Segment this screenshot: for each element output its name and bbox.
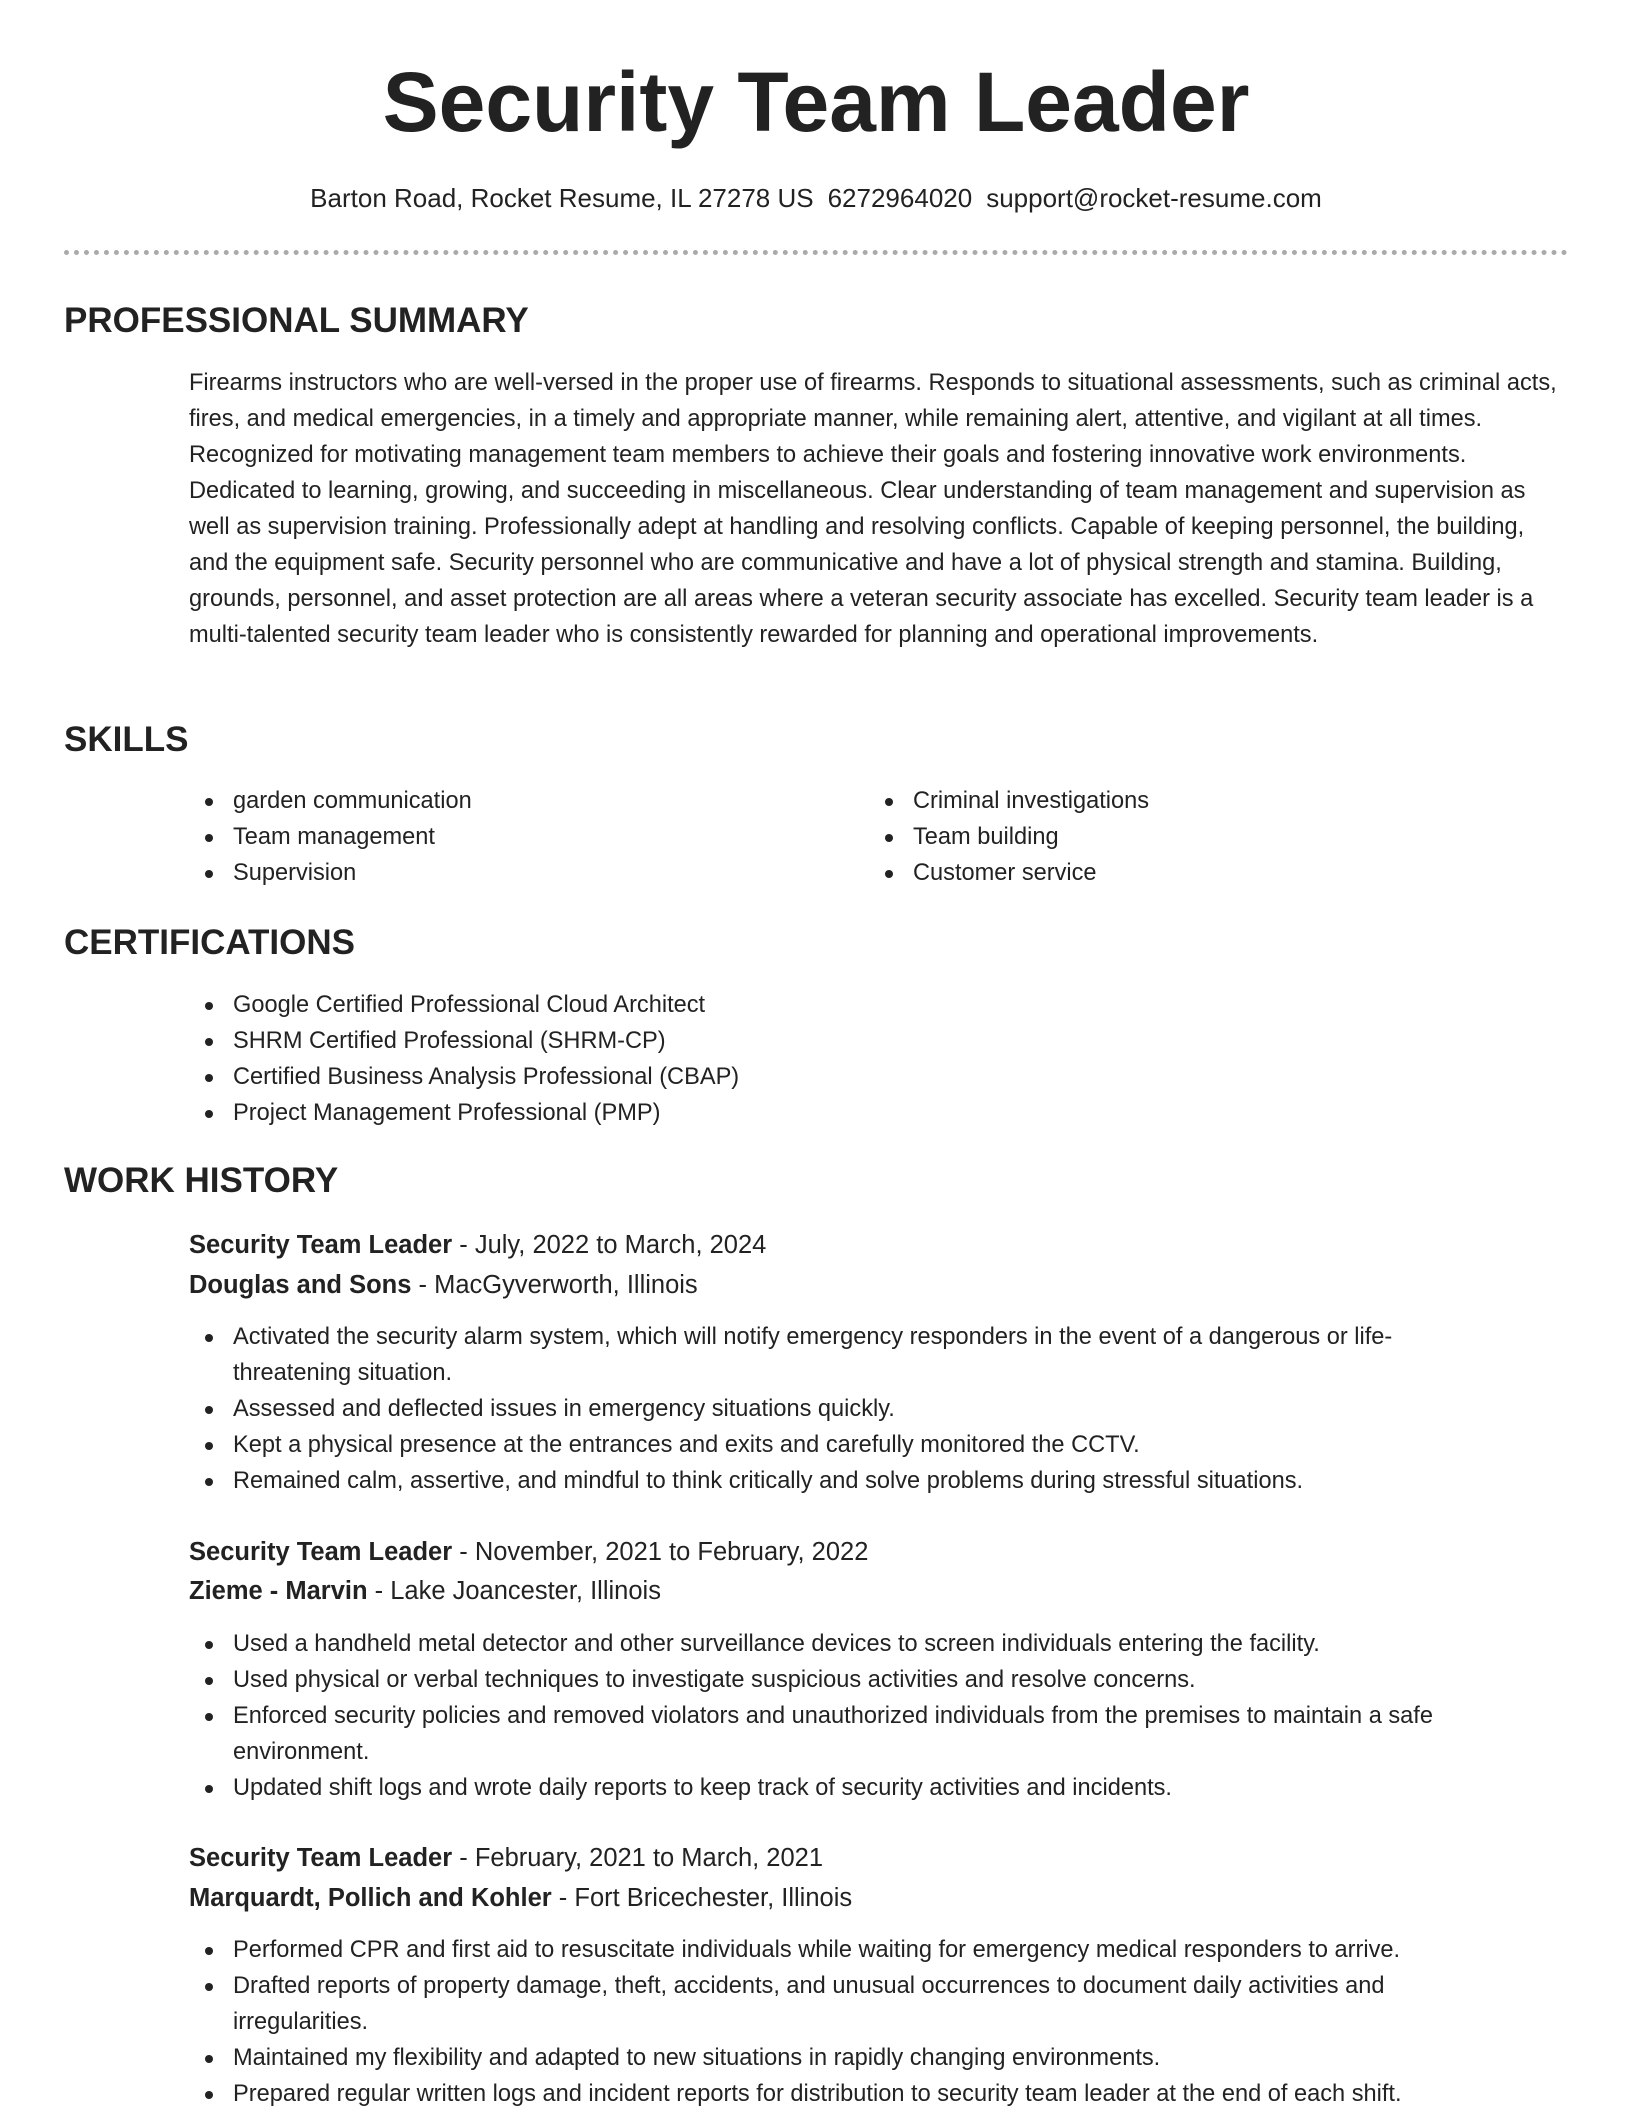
job-role: Security Team Leader (189, 1231, 453, 1259)
job-bullet: Prepared regular written logs and incident reports for distribution to security team leader at the end of each shift. (189, 2076, 1479, 2112)
skill-item: Team building (869, 819, 1549, 855)
page-title: Security Team Leader (382, 55, 1250, 149)
email: support@rocket-resume.com (986, 183, 1322, 213)
job-company: Zieme - Marvin (189, 1577, 368, 1605)
job-title-line (189, 1533, 868, 1571)
job-role: Security Team Leader (189, 1538, 453, 1566)
certification-item: SHRM Certified Professional (SHRM-CP) (189, 1023, 1549, 1059)
phone: 6272964020 (827, 183, 973, 213)
certification-item: Google Certified Professional Cloud Architect (189, 987, 1549, 1023)
job-bullet: Performed CPR and first aid to resuscitate individuals while waiting for emergency medical responders to arrive. (189, 1932, 1479, 1968)
skills-list-left (189, 783, 829, 891)
header-divider (64, 250, 1568, 255)
job-bullet: Used a handheld metal detector and other surveillance devices to screen individuals entering the facility. (189, 1626, 1559, 1662)
skill-item: garden communication (189, 783, 829, 819)
job-title-line (189, 1226, 766, 1264)
job-bullets (189, 1626, 1559, 1806)
summary-heading: PROFESSIONAL SUMMARY (64, 301, 529, 340)
skills-heading: SKILLS (64, 720, 189, 759)
job-dates: - November, 2021 to February, 2022 (452, 1538, 869, 1566)
job-bullet: Drafted reports of property damage, theft, accidents, and unusual occurrences to document daily activities and irregularities. (189, 1968, 1479, 2040)
skill-item: Criminal investigations (869, 783, 1549, 819)
skill-item: Team management (189, 819, 829, 855)
job-location: - MacGyverworth, Illinois (411, 1271, 698, 1299)
job-location: - Lake Joancester, Illinois (367, 1577, 661, 1605)
skill-item: Customer service (869, 855, 1549, 891)
address: Barton Road, Rocket Resume, IL 27278 US (310, 183, 814, 213)
job-bullets (189, 1319, 1479, 1499)
certification-item: Project Management Professional (PMP) (189, 1095, 1549, 1131)
job-company: Marquardt, Pollich and Kohler (189, 1884, 552, 1912)
job-company: Douglas and Sons (189, 1271, 412, 1299)
summary-text: Firearms instructors who are well-versed in the proper use of firearms. Responds to situational assessments, such as criminal acts, fires, and medical emergencies, in a timely and appropriate manner, while remaining alert, attentive, and vigilant at all times. Recognized for motivating management team members to achieve their goals and fostering innovative work environments. Dedicated to learning, growing, and succeeding in miscellaneous. Clear understanding of team management and supervision as well as supervision training. Professionally adept at handling and resolving conflicts. Capable of keeping personnel, the building, and the equipment safe. Security personnel who are communicative and have a lot of physical strength and stamina. Building, grounds, personnel, and asset protection are all areas where a veteran security associate has excelled. Security team leader is a multi-talented security team leader who is consistently rewarded for planning and operational improvements. (189, 370, 1557, 648)
job-company-line (189, 1572, 661, 1610)
skill-item: Supervision (189, 855, 829, 891)
certification-item: Certified Business Analysis Professional (CBAP) (189, 1059, 1549, 1095)
certifications-heading: CERTIFICATIONS (64, 923, 356, 962)
job-bullet: Maintained my flexibility and adapted to new situations in rapidly changing environments. (189, 2040, 1479, 2076)
job-dates: - July, 2022 to March, 2024 (452, 1231, 767, 1259)
job-bullet: Activated the security alarm system, which will notify emergency responders in the event of a dangerous or life-threatening situation. (189, 1319, 1479, 1391)
job-title-line (189, 1839, 823, 1877)
job-role: Security Team Leader (189, 1844, 453, 1872)
job-bullet: Assessed and deflected issues in emergency situations quickly. (189, 1391, 1479, 1427)
job-bullet: Enforced security policies and removed violators and unauthorized individuals from the premises to maintain a safe environment. (189, 1698, 1559, 1770)
job-bullets (189, 1932, 1479, 2112)
job-location: - Fort Bricechester, Illinois (551, 1884, 853, 1912)
work-history-heading: WORK HISTORY (64, 1161, 339, 1200)
skills-list-right (869, 783, 1549, 891)
job-bullet: Remained calm, assertive, and mindful to think critically and solve problems during stressful situations. (189, 1463, 1479, 1499)
job-bullet: Kept a physical presence at the entrances and exits and carefully monitored the CCTV. (189, 1427, 1479, 1463)
job-company-line (189, 1879, 852, 1917)
job-dates: - February, 2021 to March, 2021 (452, 1844, 824, 1872)
contact-line (0, 180, 1632, 216)
job-company-line (189, 1266, 698, 1304)
job-bullet: Updated shift logs and wrote daily reports to keep track of security activities and incidents. (189, 1770, 1559, 1806)
job-bullet: Used physical or verbal techniques to investigate suspicious activities and resolve concerns. (189, 1662, 1559, 1698)
certifications-list (189, 987, 1549, 1131)
